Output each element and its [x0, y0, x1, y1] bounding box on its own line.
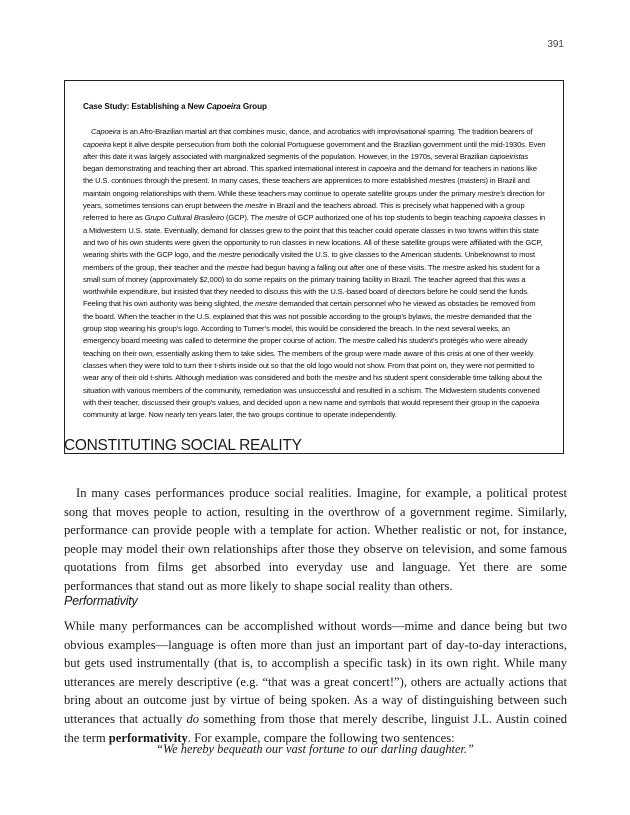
italic-run: mestre [255, 299, 278, 309]
subsection-paragraph [64, 617, 567, 747]
italic-run: mestre [446, 311, 469, 321]
text-run: called his student’s protégés who were already teaching on their own, essentially asking them to take sides. The members of the group were made aware of this crisis at one of their weekly classes when they were told to turn their t-shirts inside out so that the old logo would not show. From that point on, they were not permitted to wear any of their old t-shirts. Although mediation was considered and both the [83, 336, 535, 383]
text-run: had begun having a falling out after one of these visits. The [249, 262, 443, 272]
italic-run: do [186, 711, 200, 726]
subsection-heading: Performativity [64, 594, 138, 608]
italic-run: mestre [352, 336, 375, 346]
text-run: and his student spent considerable time talking about the situation with various members of the community, remediation was unsuccessful and resulted in a schism. The Midwestern students convened with their teacher, discussed their group’s values, and decided upon a new name and symbols that would represent their group in the [83, 373, 542, 407]
case-study-title [83, 101, 547, 113]
case-study-title-suffix: Group [240, 102, 267, 111]
italic-run: mestre [442, 262, 465, 272]
text-run: community at large. Now nearly ten years later, the two groups continue to operate independently. [83, 410, 397, 420]
text-run: periodically visited the U.S. to give classes to the American students. Unbeknownst to most members of the group, their teacher and the [83, 250, 536, 272]
italic-run: mestre [218, 250, 241, 260]
italic-run: mestre [334, 373, 357, 383]
text-run: of GCP authorized one of his top students to begin teaching [287, 213, 484, 223]
italic-run: capoeira [511, 397, 540, 407]
italic-run: mestre [245, 201, 268, 211]
case-study-title-prefix: Case Study: Establishing a New [83, 102, 207, 111]
italic-run: Grupo Cultural Brasileiro [144, 213, 224, 223]
text-run: and the demand for teachers in nations like the U.S. continues through the present. In many cases, these teachers are apprentices to more established [83, 164, 537, 186]
italic-run: mestre [226, 262, 249, 272]
italic-run: mestre [265, 213, 288, 223]
case-study-body [83, 126, 547, 421]
text-run: in Brazil and the teachers abroad. This is precisely what happened with a group referred to here as [83, 201, 525, 223]
text-run: something from those that merely describe, linguist J.L. Austin coined the term [64, 711, 567, 745]
text-run: (masters) in Brazil and maintain ongoing relationships with them. While these teachers may continue to operate satellite groups under the primary [83, 176, 530, 198]
italic-run: capoeiristas [489, 151, 529, 161]
case-study-title-italic: Capoeira [206, 102, 241, 111]
italic-run: capoeira [83, 139, 111, 149]
text-run: demanded that certain personnel who he viewed as obstacles be removed from the board. When the teacher in the U.S. explained that this was not possible according to the group’s bylaws, the [83, 299, 536, 321]
italic-run: capoeira [368, 164, 397, 174]
text-run: (GCP). The [224, 213, 266, 223]
text-run: demanded that the group stop wearing his group’s logo. According to Turner’s model, this would be considered the breach. In the next several weeks, an emergency board meeting was called to determine the proper course of action. The [83, 311, 532, 346]
bold-term: performativity [108, 730, 188, 745]
case-study-box [64, 80, 564, 454]
page-number: 391 [547, 39, 564, 50]
italic-run: mestre’s [477, 188, 505, 198]
text-run: While many performances can be accomplished without words—mime and dance being but two obvious examples—language is often more than just an important part of day-to-day interactions, but gets used instrumentally (that is, to accomplish a specific task) in its own right. While many utterances are merely descriptive (e.g. “that was a great concert!”), others are actually actions that bring about an outcome just by virtue of being spoken. As a way of distinguishing between such utterances that actually [64, 619, 567, 726]
italic-run: Capoeira [91, 127, 121, 137]
text-run: classes in a Midwestern U.S. state. Eventually, demand for classes grew to the point that this teacher could operate classes in two towns within this state and two of his own students were given the opportunity to run classes in new locations. All of these satellite groups were affiliated with the GCP, wearing shirts with the GCP logo, and the [83, 213, 546, 260]
text-run: kept it alive despite persecution from both the colonial Portuguese government and the Brazilian government until the mid-1930s. Even after this date it was largely associated with marginalized segments of the population. However, in the 1970s, several Brazilian [83, 139, 546, 161]
section-paragraph: In many cases performances produce social realities. Imagine, for example, a political protest song that moves people to action, resulting in the overthrow of a government regime. Similarly, performance can provide people with a template for action. Whether realistic or not, for instance, people may model their own relationships after those they observe on television, and some famous quotations from films get absorbed into everyday use and language. Yet there are some performances that stand out as more likely to shape social reality than others. [64, 486, 567, 593]
italic-run: mestres [429, 176, 456, 186]
text-run: asked his student for a small sum of money (approximately $2,000) to do some repairs on the primary training facility in Brazil. The teacher agreed that this was a worthwhile expenditure, but insisted that they needed to discuss this with the U.S.-based board of directors before he could send the funds. Feeling that his own authority was being slighted, the [83, 262, 540, 309]
text-run: . For example, compare the following two sentences: [187, 730, 455, 745]
italic-run: capoeira [483, 213, 512, 223]
text-run: is an Afro-Brazilian martial art that combines music, dance, and acrobatics with improvisational sparring. The tradition bearers of [120, 127, 533, 137]
text-run: began demonstrating and teaching their art abroad. This sparked international interest in [83, 164, 369, 174]
text-run: direction for years, sometimes tensions can erupt between the [83, 188, 545, 211]
section-heading: CONSTITUTING SOCIAL REALITY [64, 437, 302, 454]
example-quote: “We hereby bequeath our vast fortune to our darling daughter.” [156, 742, 474, 756]
